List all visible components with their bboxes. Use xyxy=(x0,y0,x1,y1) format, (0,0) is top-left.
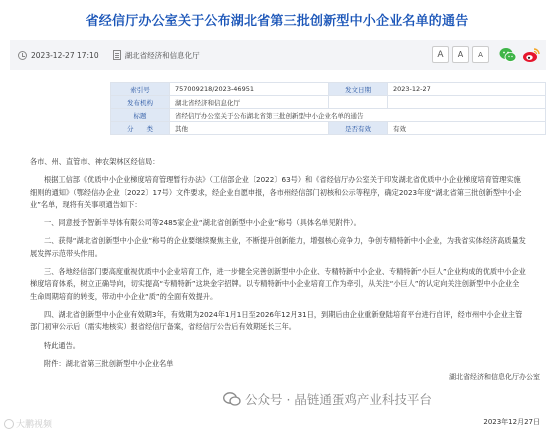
date-value: 2023-12-27 xyxy=(388,83,546,96)
attachment-link[interactable]: 附件：湖北省第三批创新型中小企业名单 xyxy=(44,358,174,368)
info-row xyxy=(111,109,546,122)
footer-date: 2023年12月27日 xyxy=(483,418,540,426)
font-medium-button[interactable]: A xyxy=(452,46,469,63)
paragraph-4: 三、各地经信部门要高度重视优质中小企业培育工作，进一步健全完善创新型中小企业、专精特新中小企业、专精特新“小巨人”企业构成的优质中小企业梯度培育体系，树立正确导向，切实提高“专精特新”这块金字招牌。以专精特新中小企业培育工作为牵引，从关注“小巨人”的认定向关注创新型中小企业全生命周期培育的转变，带动中小企业“质”的全面有效提升。 xyxy=(30,267,526,301)
org-label: 发布机构 xyxy=(111,96,170,109)
notice-body xyxy=(30,156,526,370)
wechat-account-text: 公众号 · 晶链通蛋鸡产业科技平台 xyxy=(245,392,432,407)
watermark-text: 大鹏视频 xyxy=(16,420,53,430)
greeting: 各市、州、直管市、神农架林区经信局： xyxy=(30,157,160,166)
weibo-icon[interactable] xyxy=(522,46,540,64)
title-value: 省经信厅办公室关于公布湖北省第三批创新型中小企业名单的通告 xyxy=(170,109,546,122)
category-value: 其他 xyxy=(170,122,329,135)
publish-source: 湖北省经济和信息化厅 xyxy=(124,50,200,60)
index-value: 757009218/2023-46951 xyxy=(170,83,329,96)
info-row xyxy=(111,83,546,96)
wechat-icon[interactable] xyxy=(499,46,517,64)
info-row xyxy=(111,96,546,109)
clock-icon xyxy=(18,51,27,60)
font-small-button[interactable]: A xyxy=(472,46,489,63)
validity-value: 有效 xyxy=(388,122,546,135)
paragraph-2: 一、同意授予智新半导体有限公司等2485家企业“湖北省创新型中小企业”称号（具体名单见附件）。 xyxy=(44,218,361,228)
font-large-button[interactable]: A xyxy=(432,46,449,63)
font-size-controls xyxy=(432,46,489,63)
video-watermark xyxy=(4,417,52,430)
share-controls xyxy=(499,46,540,64)
page-title: 省经信厅办公室关于公布湖北省第三批创新型中小企业名单的通告 xyxy=(85,14,469,29)
wechat-account-overlay xyxy=(223,390,432,408)
document-info-table xyxy=(110,82,546,135)
title-label: 标题 xyxy=(111,109,170,122)
validity-label: 是否有效 xyxy=(329,122,388,135)
date-label: 发文日期 xyxy=(329,83,388,96)
publish-datetime: 2023-12-27 17:10 xyxy=(31,50,99,60)
footer-org: 湖北省经济和信息化厅办公室 xyxy=(449,373,540,381)
meta-left xyxy=(10,50,200,61)
category-label: 分 类 xyxy=(111,122,170,135)
closing: 特此通告。 xyxy=(44,340,80,350)
watermark-logo-icon xyxy=(4,419,14,429)
document-icon xyxy=(113,50,121,60)
info-row xyxy=(111,122,546,135)
index-label: 索引号 xyxy=(111,83,170,96)
paragraph-3: 二、获得“湖北省创新型中小企业”称号的企业要继续聚焦主业，不断提升创新能力，增强核心竞争力，争创专精特新中小企业，为我省实体经济高质量发展发挥示范带头作用。 xyxy=(30,236,526,258)
wechat-overlay-icon xyxy=(223,392,241,406)
paragraph-5: 四、湖北省创新型中小企业有效期3年，有效期为2024年1月1日至2026年12月31日，到期后由企业重新登陆培育平台进行自评，经市州中小企业主管部门初审公示后（需实地核实）报省经信厅备案，省经信厅公告后有效期延长三年。 xyxy=(30,309,523,332)
paragraph-1: 根据工信部《优质中小企业梯度培育管理暂行办法》（工信部企业〔2022〕63号）和《省经信厅办公室关于印发湖北省优质中小企业梯度培育管理实施细则的通知》（鄂经信办企业〔2022〕17号）文件要求，经企业自愿申报，各市州经信部门初核和公示等程序，确定2023年度“湖北省第三批创新型中小企业”名单，现将有关事项通告如下： xyxy=(30,175,522,209)
org-value: 湖北省经济和信息化厅 xyxy=(170,96,329,109)
